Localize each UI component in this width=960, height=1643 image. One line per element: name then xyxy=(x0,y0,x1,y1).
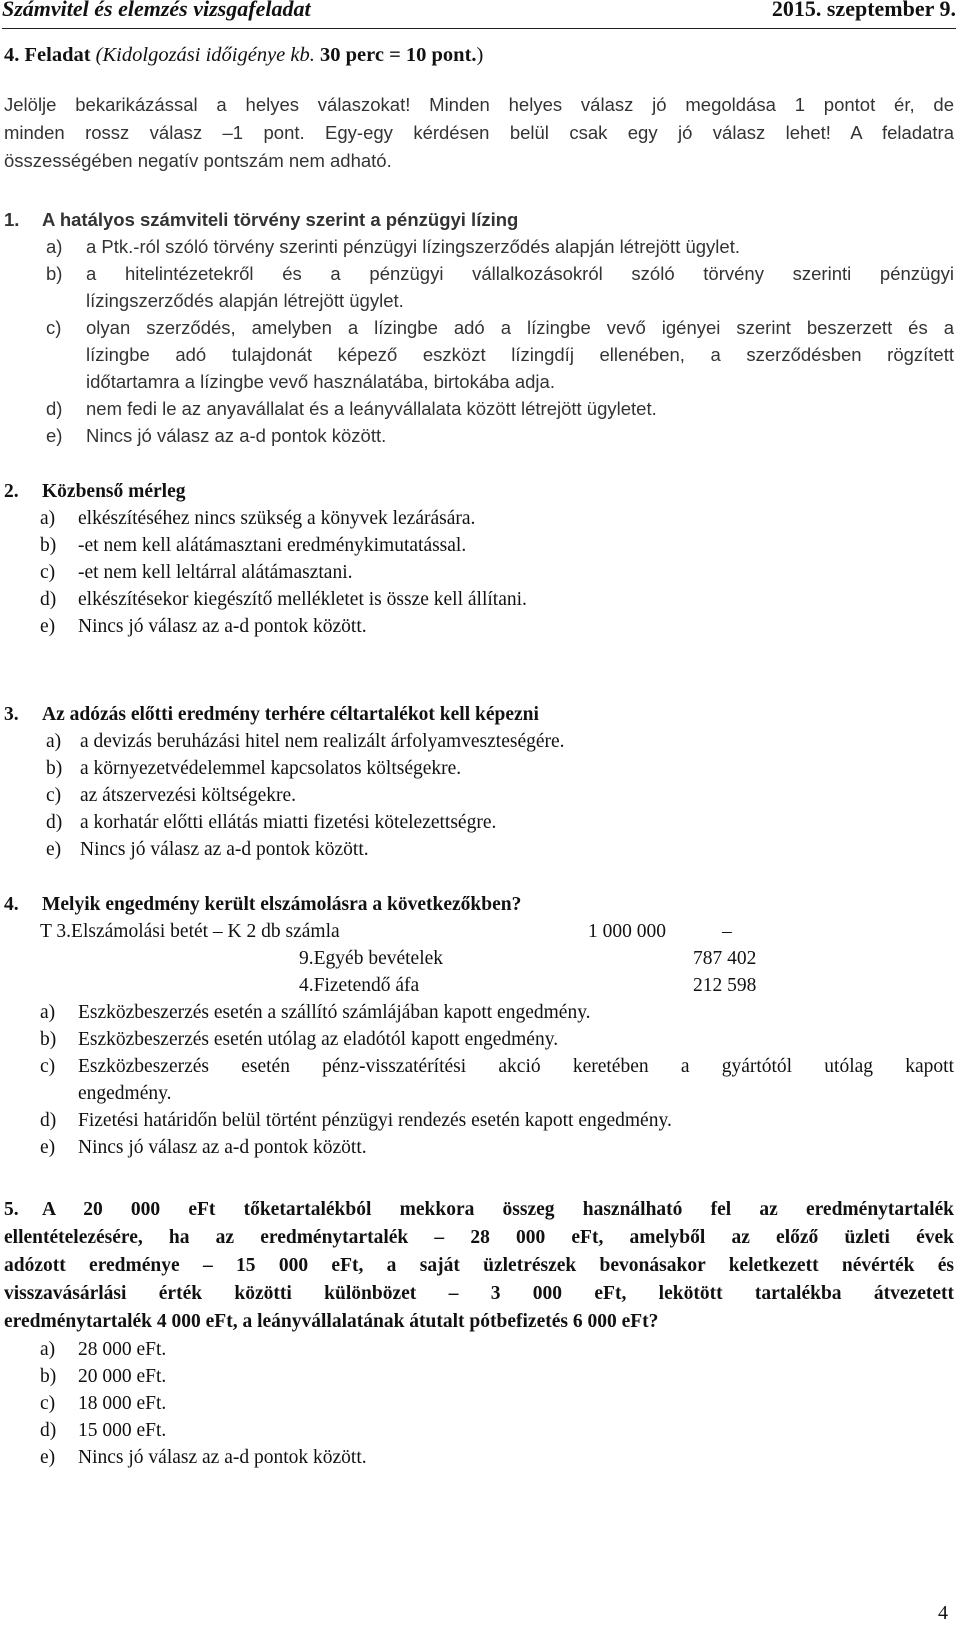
q4-ledger-row3-account: 4.Fizetendő áfa xyxy=(299,975,420,996)
q5-letter-c[interactable]: c) xyxy=(40,1393,56,1414)
q5-answer-b[interactable]: 20 000 eFt. xyxy=(78,1366,167,1387)
q1-answer-e[interactable]: Nincs jó válasz az a-d pontok között. xyxy=(86,425,387,446)
q2-letter-a[interactable]: a) xyxy=(40,508,56,529)
q4-letter-e[interactable]: e) xyxy=(40,1137,56,1158)
q4-ledger-row3-amount: 212 598 xyxy=(693,975,757,996)
q3-letter-e[interactable]: e) xyxy=(46,839,62,860)
q5-number: 5. xyxy=(4,1199,19,1220)
q2-answer-e[interactable]: Nincs jó válasz az a-d pontok között. xyxy=(78,616,367,637)
q1-letter-a[interactable]: a) xyxy=(46,236,63,257)
q5-question-line2: ellentételezésére, ha az eredménytartalék – 28 000 eFt, amelyből az előző üzleti évek xyxy=(4,1227,954,1248)
q4-title: Melyik engedmény került elszámolásra a következőkben? xyxy=(42,894,522,915)
task-time-value: 30 perc = 10 pont. xyxy=(320,44,477,66)
instruction-line-2: minden rossz válasz –1 pont. Egy-egy kérdésen belül csak egy jó válasz lehet! A feladatra xyxy=(4,122,954,143)
q5-letter-a[interactable]: a) xyxy=(40,1339,56,1360)
q3-letter-a[interactable]: a) xyxy=(46,731,62,752)
q1-answer-a[interactable]: a Ptk.-ról szóló törvény szerinti pénzügyi lízingszerződés alapján létrejött ügylet. xyxy=(86,236,740,257)
q5-letter-b[interactable]: b) xyxy=(40,1366,57,1387)
q4-ledger-row2-amount: 787 402 xyxy=(693,948,757,969)
q2-letter-d[interactable]: d) xyxy=(40,589,57,610)
q5-letter-d[interactable]: d) xyxy=(40,1420,57,1441)
q4-answer-b[interactable]: Eszközbeszerzés esetén utólag az eladótól kapott engedmény. xyxy=(78,1029,559,1050)
q4-answer-e[interactable]: Nincs jó válasz az a-d pontok között. xyxy=(78,1137,367,1158)
q1-letter-d[interactable]: d) xyxy=(46,398,63,419)
q2-answer-c[interactable]: -et nem kell leltárral alátámasztani. xyxy=(78,562,353,583)
q3-answer-e[interactable]: Nincs jó válasz az a-d pontok között. xyxy=(80,839,369,860)
header-date: 2015. szeptember 9. xyxy=(771,0,956,21)
q1-answer-b-line1[interactable]: a hitelintézetekről és a pénzügyi vállalkozásokról szóló törvény szerinti pénzügyi xyxy=(86,263,954,284)
q1-answer-d[interactable]: nem fedi le az anyavállalat és a leányvállalata között létrejött ügyletet. xyxy=(86,398,657,419)
task-close: ) xyxy=(476,44,484,66)
page-number: 4 xyxy=(938,1602,948,1624)
q2-letter-c[interactable]: c) xyxy=(40,562,56,583)
q1-answer-c-line1[interactable]: olyan szerződés, amelyben a lízingbe adó a lízingbe vevő igényei szerint beszerzett és a xyxy=(86,317,954,338)
q3-letter-d[interactable]: d) xyxy=(46,812,63,833)
q1-letter-b[interactable]: b) xyxy=(46,263,63,284)
q1-letter-c[interactable]: c) xyxy=(46,317,62,338)
q4-answer-d[interactable]: Fizetési határidőn belül történt pénzügyi rendezés esetén kapott engedmény. xyxy=(78,1110,672,1131)
q3-answer-b[interactable]: a környezetvédelemmel kapcsolatos költségekre. xyxy=(80,758,462,779)
q5-question-line3: adózott eredménye – 15 000 eFt, a saját üzletrészek bevonásakor keletkezett névérték és xyxy=(4,1255,954,1276)
q4-number: 4. xyxy=(4,894,19,915)
q2-answer-a[interactable]: elkészítéséhez nincs szükség a könyvek lezárására. xyxy=(78,508,476,529)
q1-answer-c-line3[interactable]: időtartamra a lízingbe vevő használatába, birtokába adja. xyxy=(86,371,555,392)
q4-answer-c-line2[interactable]: engedmény. xyxy=(78,1083,172,1104)
q3-number: 3. xyxy=(4,704,19,725)
q5-answer-a[interactable]: 28 000 eFt. xyxy=(78,1339,167,1360)
q5-answer-d[interactable]: 15 000 eFt. xyxy=(78,1420,167,1441)
q5-question-line4: visszavásárlási érték közötti különbözet – 3 000 eFt, lekötött tartalékba átvezetett xyxy=(4,1283,954,1304)
q4-ledger-row1-accounts: T 3.Elszámolási betét – K 2 db számla xyxy=(40,921,340,942)
q3-answer-d[interactable]: a korhatár előtti ellátás miatti fizetési kötelezettségre. xyxy=(80,812,497,833)
q3-letter-b[interactable]: b) xyxy=(46,758,63,779)
task-heading xyxy=(4,43,483,67)
q2-letter-e[interactable]: e) xyxy=(40,616,56,637)
q3-letter-c[interactable]: c) xyxy=(46,785,62,806)
q4-ledger-row1-amount: 1 000 000 xyxy=(588,921,666,942)
q1-answer-c-line2[interactable]: lízingbe adó tulajdonát képező eszközt lízingdíj ellenében, a szerződésben rögzített xyxy=(86,344,954,365)
q3-title: Az adózás előtti eredmény terhére céltartalékot kell képezni xyxy=(42,704,539,725)
q5-answer-e[interactable]: Nincs jó válasz az a-d pontok között. xyxy=(78,1447,367,1468)
task-label: 4. Feladat xyxy=(4,44,91,66)
q1-letter-e[interactable]: e) xyxy=(46,425,63,446)
q4-answer-c-line1[interactable]: Eszközbeszerzés esetén pénz-visszatérítési akció keretében a gyártótól utólag kapott xyxy=(78,1056,954,1077)
q1-title: A hatályos számviteli törvény szerint a pénzügyi lízing xyxy=(42,209,519,230)
q5-question-line1: A 20 000 eFt tőketartalékból mekkora összeg használható fel az eredménytartalék xyxy=(42,1199,954,1220)
q4-letter-b[interactable]: b) xyxy=(40,1029,57,1050)
q1-number: 1. xyxy=(4,209,20,230)
q2-number: 2. xyxy=(4,481,19,502)
instruction-line-3: összességében negatív pontszám nem adható. xyxy=(4,150,392,171)
header-title: Számvitel és elemzés vizsgafeladat xyxy=(2,0,311,21)
q2-letter-b[interactable]: b) xyxy=(40,535,57,556)
instruction-line-1: Jelölje bekarikázással a helyes válaszokat! Minden helyes válasz jó megoldása 1 pontot ér, de xyxy=(4,94,954,115)
q3-answer-a[interactable]: a devizás beruházási hitel nem realizált árfolyamveszteségére. xyxy=(80,731,565,752)
q2-title: Közbenső mérleg xyxy=(42,481,186,502)
q1-answer-b-line2[interactable]: lízingszerződés alapján létrejött ügylet. xyxy=(86,290,404,311)
q5-letter-e[interactable]: e) xyxy=(40,1447,56,1468)
q4-ledger-row2-account: 9.Egyéb bevételek xyxy=(299,948,444,969)
q4-answer-a[interactable]: Eszközbeszerzés esetén a szállító számlájában kapott engedmény. xyxy=(78,1002,591,1023)
task-time-note: (Kidolgozási időigénye kb. xyxy=(95,44,315,66)
q4-letter-c[interactable]: c) xyxy=(40,1056,56,1077)
q5-question-line5: eredménytartalék 4 000 eFt, a leányvállalatának átutalt pótbefizetés 6 000 eFt? xyxy=(4,1311,659,1332)
q4-ledger-row1-dash: – xyxy=(722,921,732,942)
q3-answer-c[interactable]: az átszervezési költségekre. xyxy=(80,785,297,806)
q2-answer-d[interactable]: elkészítésekor kiegészítő mellékletet is össze kell állítani. xyxy=(78,589,527,610)
page-header xyxy=(2,0,956,29)
q4-letter-a[interactable]: a) xyxy=(40,1002,56,1023)
q5-answer-c[interactable]: 18 000 eFt. xyxy=(78,1393,167,1414)
q2-answer-b[interactable]: -et nem kell alátámasztani eredménykimutatással. xyxy=(78,535,467,556)
q4-letter-d[interactable]: d) xyxy=(40,1110,57,1131)
